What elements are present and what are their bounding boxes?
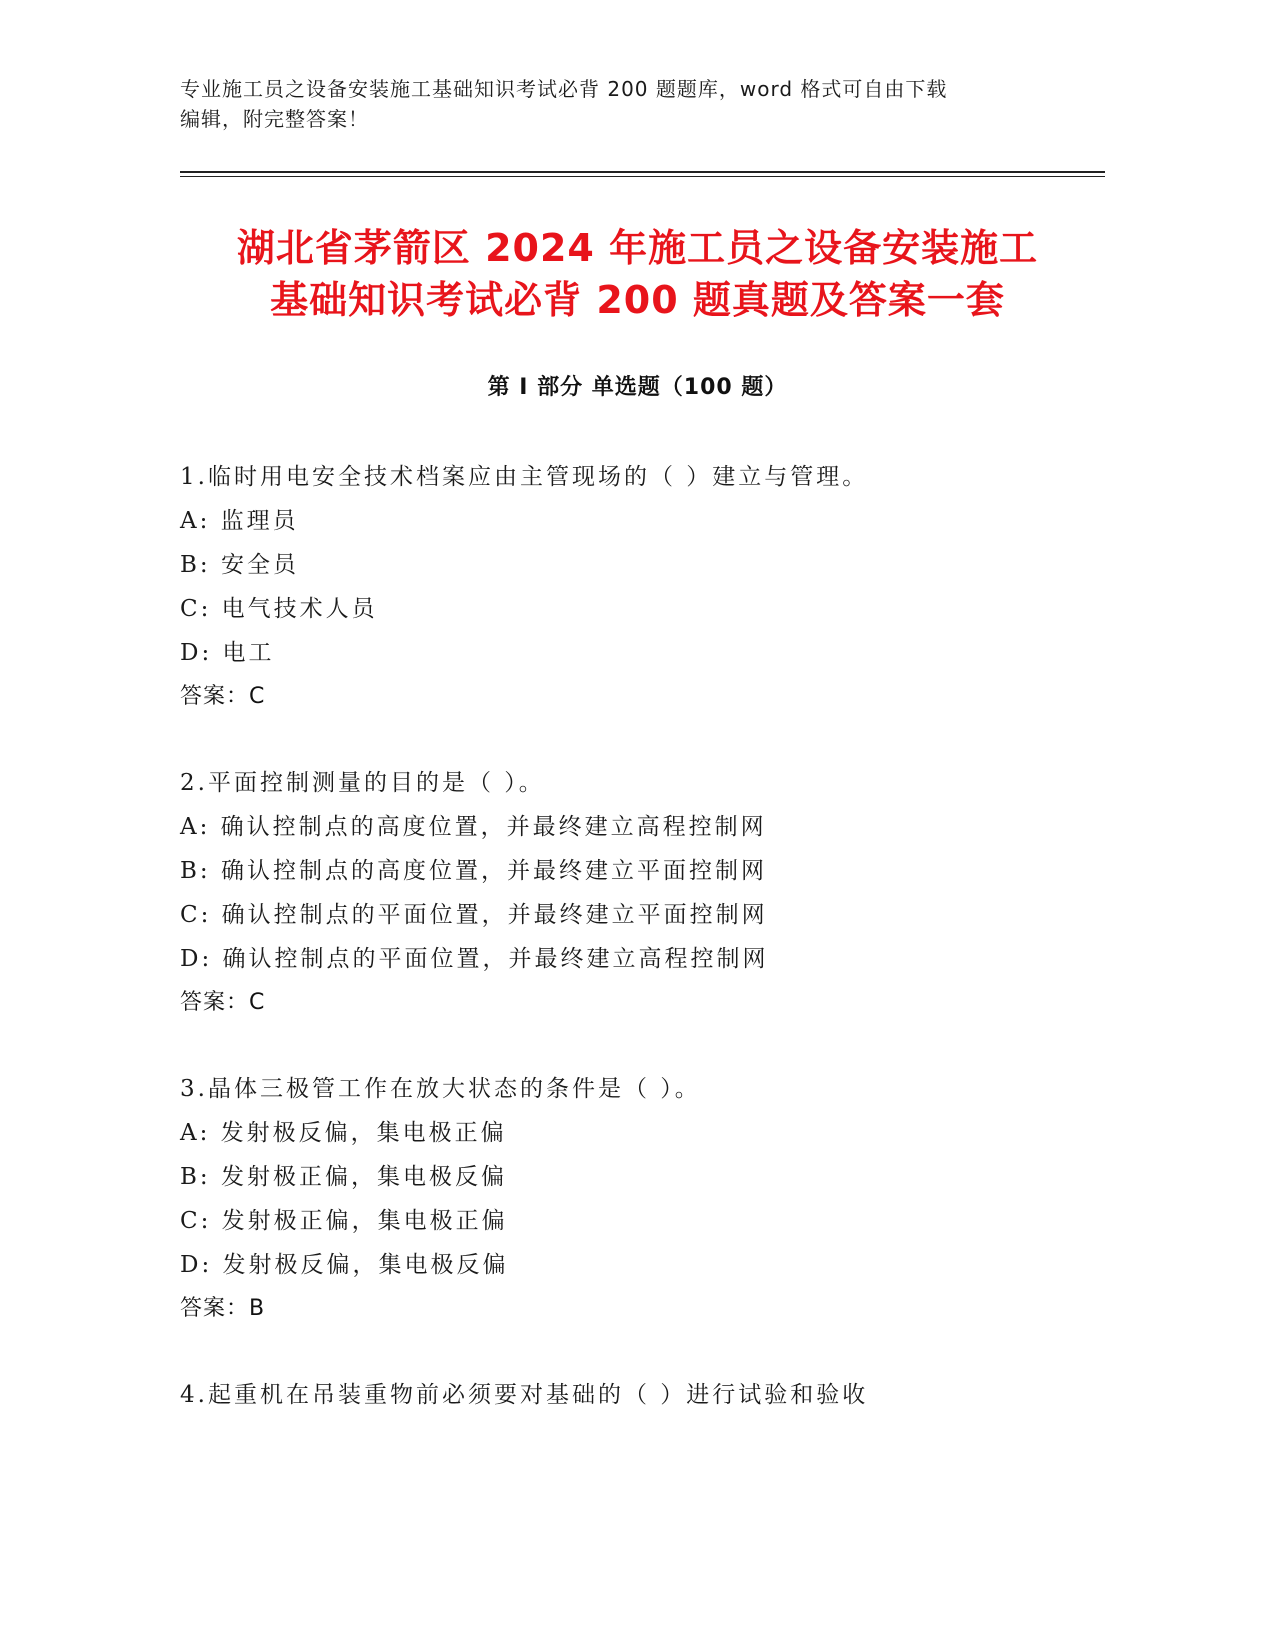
option-b: B: 确认控制点的高度位置，并最终建立平面控制网 bbox=[180, 858, 767, 884]
question-4 bbox=[180, 1373, 1120, 1417]
question-3 bbox=[180, 1067, 1120, 1331]
document-title bbox=[120, 222, 1155, 326]
option-c: C: 确认控制点的平面位置，并最终建立平面控制网 bbox=[180, 902, 768, 928]
option-a: A: 确认控制点的高度位置，并最终建立高程控制网 bbox=[180, 814, 767, 840]
answer: 答案：C bbox=[180, 990, 266, 1015]
section-heading: 第 I 部分 单选题（100 题） bbox=[487, 375, 788, 400]
header-divider-thick bbox=[180, 171, 1105, 173]
question-1 bbox=[180, 455, 1120, 719]
option-c: C: 发射极正偏，集电极正偏 bbox=[180, 1208, 508, 1234]
question-2 bbox=[180, 761, 1120, 1025]
option-d: D: 发射极反偏，集电极反偏 bbox=[180, 1252, 509, 1278]
question-stem: 4.起重机在吊装重物前必须要对基础的（ ）进行试验和验收 bbox=[180, 1382, 869, 1408]
header-note-line-2: 编辑，附完整答案！ bbox=[180, 107, 369, 131]
option-b: B: 发射极正偏，集电极反偏 bbox=[180, 1164, 507, 1190]
option-a: A: 监理员 bbox=[180, 508, 299, 534]
header-note-line-1: 专业施工员之设备安装施工基础知识考试必背 200 题题库，word 格式可自由下载 bbox=[180, 77, 948, 101]
question-stem: 2.平面控制测量的目的是（ ）。 bbox=[180, 770, 545, 796]
question-stem: 3.晶体三极管工作在放大状态的条件是（ ）。 bbox=[180, 1076, 701, 1102]
question-stem: 1.临时用电安全技术档案应由主管现场的（ ）建立与管理。 bbox=[180, 464, 869, 490]
header-divider-thin bbox=[180, 176, 1105, 177]
option-a: A: 发射极反偏，集电极正偏 bbox=[180, 1120, 507, 1146]
question-list bbox=[180, 455, 1120, 1459]
option-c: C: 电气技术人员 bbox=[180, 596, 378, 622]
answer: 答案：B bbox=[180, 1296, 266, 1321]
option-d: D: 确认控制点的平面位置，并最终建立高程控制网 bbox=[180, 946, 769, 972]
answer: 答案：C bbox=[180, 684, 266, 709]
option-d: D: 电工 bbox=[180, 640, 275, 666]
option-b: B: 安全员 bbox=[180, 552, 299, 578]
document-title-line-1: 湖北省茅箭区 2024 年施工员之设备安装施工 bbox=[236, 226, 1039, 270]
document-title-line-2: 基础知识考试必背 200 题真题及答案一套 bbox=[270, 278, 1005, 322]
header-note bbox=[180, 74, 1060, 134]
